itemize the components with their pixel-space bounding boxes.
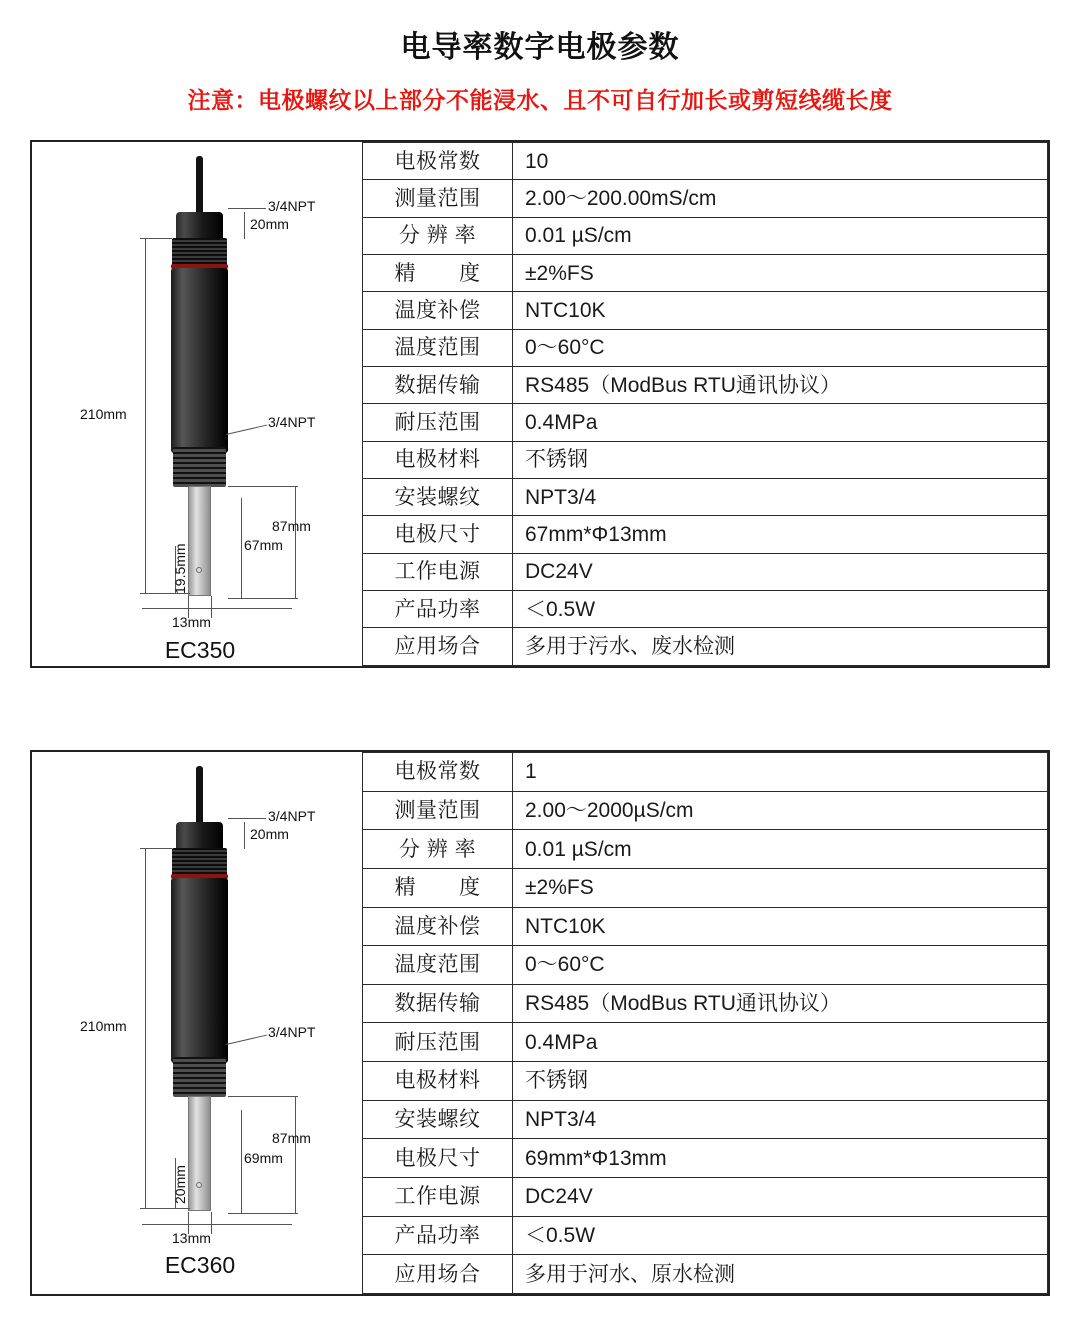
probe-body	[171, 878, 228, 1063]
model-name-ec360: EC360	[164, 1252, 236, 1278]
spec-key: 温度补偿	[363, 907, 513, 946]
spec-key: 温度范围	[363, 946, 513, 985]
table-row	[363, 1100, 1048, 1139]
table-row	[363, 217, 1048, 254]
table-row	[363, 292, 1048, 329]
spec-value: 2.00～2000µS/cm	[513, 791, 1048, 830]
spec-value: NTC10K	[513, 292, 1048, 329]
table-row	[363, 791, 1048, 830]
label-diameter: 13mm	[172, 1230, 211, 1246]
spec-key: 数据传输	[363, 984, 513, 1023]
spec-value: 2.00～200.00mS/cm	[513, 180, 1048, 217]
table-row	[363, 516, 1048, 553]
dim-diameter-line	[142, 608, 292, 609]
table-row	[363, 830, 1048, 869]
table-row	[363, 1178, 1048, 1217]
spec-value: ±2%FS	[513, 255, 1048, 292]
table-row	[363, 907, 1048, 946]
label-shaft-length: 87mm	[272, 1130, 311, 1146]
spec-value: 10	[513, 143, 1048, 180]
spec-key: 安装螺纹	[363, 479, 513, 516]
spec-key: 工作电源	[363, 553, 513, 590]
dim-total-top-tick	[140, 848, 172, 849]
dim-total-length-line	[145, 238, 146, 593]
spec-key: 电极常数	[363, 753, 513, 792]
spec-value: ＜0.5W	[513, 1216, 1048, 1255]
spec-key: 分 辨 率	[363, 217, 513, 254]
label-thread-mid: 3/4NPT	[268, 414, 316, 430]
probe-sensor-tip	[196, 1182, 202, 1188]
probe-ribbed-collar	[172, 848, 227, 876]
probe-top-cap	[176, 212, 223, 240]
spec-value: NPT3/4	[513, 1100, 1048, 1139]
spec-value: DC24V	[513, 1178, 1048, 1217]
label-tip-length: 19.5mm	[172, 543, 188, 594]
table-row	[363, 753, 1048, 792]
label-total-length: 210mm	[80, 1018, 127, 1034]
spec-key: 应用场合	[363, 628, 513, 666]
spec-key: 电极尺寸	[363, 1139, 513, 1178]
probe-figure-ec360	[32, 752, 362, 1294]
table-row	[363, 143, 1048, 180]
leader-line-thread-mid	[226, 1035, 267, 1045]
table-row	[363, 946, 1048, 985]
label-thread-top: 3/4NPT	[268, 198, 316, 214]
label-total-length: 210mm	[80, 406, 127, 422]
dim-diameter-right-tick	[211, 1212, 212, 1234]
probe-thread	[173, 447, 226, 487]
dim-shaft-top-tick	[228, 1096, 298, 1097]
page-title: 电导率数字电极参数	[400, 31, 680, 64]
probe-cable	[196, 156, 203, 218]
label-shaft-length: 87mm	[272, 518, 311, 534]
dim-cap-length-line	[244, 212, 245, 239]
dim-electrode-length-line	[241, 498, 242, 598]
product-card-ec360	[30, 750, 1050, 1296]
spec-value: 0.4MPa	[513, 1023, 1048, 1062]
table-row	[363, 1023, 1048, 1062]
spec-value: 多用于污水、废水检测	[513, 628, 1048, 666]
spec-value: 不锈钢	[513, 1062, 1048, 1101]
probe-top-cap	[176, 822, 223, 850]
spec-value: 67mm*Φ13mm	[513, 516, 1048, 553]
dim-total-bottom-tick	[140, 1208, 190, 1209]
probe-body	[171, 268, 228, 453]
spec-value: RS485（ModBus RTU通讯协议）	[513, 367, 1048, 404]
table-row	[363, 1139, 1048, 1178]
spec-key: 精 度	[363, 255, 513, 292]
label-electrode-length: 69mm	[244, 1150, 283, 1166]
spec-key: 安装螺纹	[363, 1100, 513, 1139]
spec-value: NPT3/4	[513, 479, 1048, 516]
spec-value: 0～60°C	[513, 329, 1048, 366]
dim-total-top-tick	[140, 238, 172, 239]
leader-line-thread-mid	[226, 425, 267, 435]
spec-key: 分 辨 率	[363, 830, 513, 869]
spec-table-ec350-wrap	[362, 142, 1048, 666]
spec-table-ec360	[362, 752, 1048, 1294]
model-name-ec350: EC350	[164, 637, 236, 663]
spec-key: 电极材料	[363, 441, 513, 478]
dim-total-length-line	[145, 848, 146, 1208]
table-row	[363, 1216, 1048, 1255]
spec-table-ec360-wrap	[362, 752, 1048, 1294]
spec-key: 精 度	[363, 868, 513, 907]
label-cap-length: 20mm	[250, 826, 289, 842]
spec-key: 电极常数	[363, 143, 513, 180]
spec-key: 耐压范围	[363, 1023, 513, 1062]
warning-notice: 注意：电极螺纹以上部分不能浸水、且不可自行加长或剪短线缆长度	[187, 87, 893, 113]
probe-shaft	[188, 1096, 211, 1211]
spec-key: 温度补偿	[363, 292, 513, 329]
spec-value: DC24V	[513, 553, 1048, 590]
table-row	[363, 404, 1048, 441]
table-row	[363, 868, 1048, 907]
spec-value: 0.01 µS/cm	[513, 217, 1048, 254]
table-row	[363, 984, 1048, 1023]
spec-key: 产品功率	[363, 591, 513, 628]
spec-value: NTC10K	[513, 907, 1048, 946]
leader-line-thread-top	[228, 818, 266, 819]
table-row	[363, 180, 1048, 217]
probe-ribbed-collar	[172, 238, 227, 266]
probe-thread	[173, 1057, 226, 1097]
spec-key: 测量范围	[363, 791, 513, 830]
spec-key: 应用场合	[363, 1255, 513, 1294]
spec-value: 多用于河水、原水检测	[513, 1255, 1048, 1294]
table-row	[363, 441, 1048, 478]
dim-shaft-length-line	[295, 1096, 296, 1213]
label-cap-length: 20mm	[250, 216, 289, 232]
table-row	[363, 479, 1048, 516]
spec-key: 耐压范围	[363, 404, 513, 441]
table-row	[363, 329, 1048, 366]
label-thread-mid: 3/4NPT	[268, 1024, 316, 1040]
spec-value: 69mm*Φ13mm	[513, 1139, 1048, 1178]
spec-key: 电极尺寸	[363, 516, 513, 553]
spec-value: ±2%FS	[513, 868, 1048, 907]
label-thread-top: 3/4NPT	[268, 808, 316, 824]
dim-electrode-length-line	[241, 1110, 242, 1213]
dim-cap-length-line	[244, 822, 245, 849]
label-diameter: 13mm	[172, 614, 211, 630]
spec-value: RS485（ModBus RTU通讯协议）	[513, 984, 1048, 1023]
spec-key: 温度范围	[363, 329, 513, 366]
product-card-ec350	[30, 140, 1050, 668]
table-row	[363, 553, 1048, 590]
dim-diameter-line	[142, 1224, 292, 1225]
table-row	[363, 255, 1048, 292]
spec-value: 0.4MPa	[513, 404, 1048, 441]
leader-line-thread-top	[228, 208, 266, 209]
spec-key: 数据传输	[363, 367, 513, 404]
spec-key: 产品功率	[363, 1216, 513, 1255]
label-tip-length: 20mm	[172, 1165, 188, 1204]
table-row	[363, 367, 1048, 404]
probe-cable	[196, 766, 203, 828]
spec-value: ＜0.5W	[513, 591, 1048, 628]
dim-shaft-length-line	[295, 486, 296, 598]
table-row	[363, 591, 1048, 628]
dim-shaft-top-tick	[228, 486, 298, 487]
label-electrode-length: 67mm	[244, 537, 283, 553]
probe-shaft	[188, 486, 211, 596]
probe-sensor-tip	[196, 567, 202, 573]
spec-key: 测量范围	[363, 180, 513, 217]
spec-value: 不锈钢	[513, 441, 1048, 478]
spec-value: 1	[513, 753, 1048, 792]
spec-key: 工作电源	[363, 1178, 513, 1217]
spec-table-ec350	[362, 142, 1048, 666]
spec-value: 0.01 µS/cm	[513, 830, 1048, 869]
dim-shaft-bottom-tick	[228, 1213, 298, 1214]
dim-shaft-bottom-tick	[228, 598, 298, 599]
spec-value: 0～60°C	[513, 946, 1048, 985]
table-row	[363, 628, 1048, 666]
table-row	[363, 1255, 1048, 1294]
dim-diameter-right-tick	[211, 596, 212, 618]
table-row	[363, 1062, 1048, 1101]
probe-figure-ec350	[32, 142, 362, 666]
spec-key: 电极材料	[363, 1062, 513, 1101]
